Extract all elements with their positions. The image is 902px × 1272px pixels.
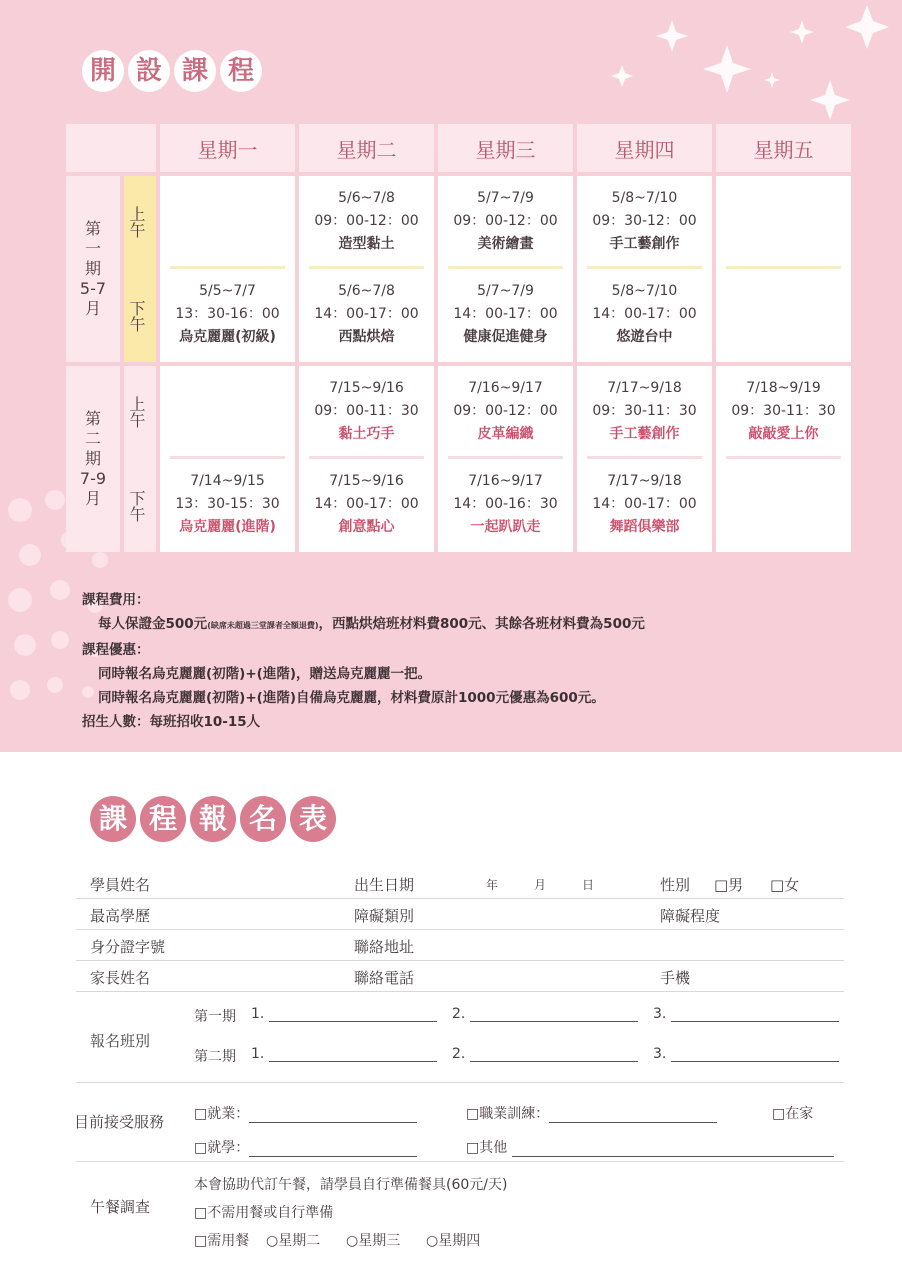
other-checkbox[interactable]: □其他 [466,1137,834,1157]
course-time: 14：00-17：00 [592,495,697,512]
course-date: 5/8~7/10 [611,282,678,299]
course-slot [438,459,573,549]
id-label: 身分證字號 [90,938,166,956]
course-date: 5/7~7/9 [477,189,534,206]
disability-type-label: 障礙類別 [354,907,415,925]
course-slot [160,366,295,456]
day-header: 星期二 [299,124,434,172]
course-time: 09：30-11：30 [731,402,836,419]
sparkle-decoration [572,0,902,130]
class-selection-block [76,992,844,1083]
class-label: 報名班別 [90,1032,151,1050]
title-char: 表 [290,796,336,842]
school-checkbox[interactable]: □就學： [194,1137,417,1157]
term1-choice-3[interactable]: 3. [653,1006,839,1022]
course-time: 13：30-16：00 [175,305,280,322]
course-slot [577,459,712,549]
section-title-courses [82,50,262,92]
lunch-tue-radio[interactable]: ○星期二 [266,1233,321,1249]
course-date: 5/5~7/7 [199,282,256,299]
term1-label: 第一期 [194,1009,236,1025]
course-date: 5/8~7/10 [611,189,678,206]
service-label: 目前接受服務 [74,1113,165,1131]
day-header: 星期一 [160,124,295,172]
course-date: 7/16~9/17 [468,379,543,396]
course-slot [160,176,295,266]
corner-cell [66,124,156,172]
day-header: 星期四 [577,124,712,172]
course-time: 09：00-12：00 [453,212,558,229]
course-time: 13：30-15：30 [175,495,280,512]
title-char: 課 [174,50,216,92]
period-label: 第 一 期 5-7 月 [66,176,120,362]
course-slot [438,269,573,359]
title-char: 課 [90,796,136,842]
month-label: 月 [534,878,547,892]
employ-checkbox[interactable]: □就業： [194,1103,417,1123]
disability-level-label: 障礙程度 [660,907,721,925]
title-char: 名 [240,796,286,842]
gender-label: 性別 [660,876,691,894]
schedule-cell [577,366,712,552]
course-time: 09：00-12：00 [453,402,558,419]
course-date: 7/17~9/18 [607,472,682,489]
phone-label: 聯絡電話 [354,969,415,987]
course-time: 14：00-17：00 [314,495,419,512]
course-name: 烏克麗麗(進階) [179,518,276,535]
course-slot [299,176,434,266]
course-name: 皮革編織 [477,425,534,442]
discount-title: 課程優惠： [82,642,150,658]
lunch-label: 午餐調查 [90,1198,151,1216]
course-name: 手工藝創作 [609,425,680,442]
lunch-wed-radio[interactable]: ○星期三 [346,1233,401,1249]
lunch-thu-radio[interactable]: ○星期四 [426,1233,481,1249]
female-checkbox[interactable]: □女 [770,876,800,894]
term2-label: 第二期 [194,1049,236,1065]
schedule-cell [299,176,434,362]
home-checkbox[interactable]: □在家 [772,1106,814,1122]
course-name: 敲敲愛上你 [748,425,819,442]
course-slot [577,366,712,456]
lunch-no-checkbox[interactable]: □不需用餐或自行準備 [194,1205,334,1221]
male-checkbox[interactable]: □男 [714,876,744,894]
schedule-cell [160,176,295,362]
course-time: 09：30-11：30 [592,402,697,419]
course-name: 創意點心 [338,518,395,535]
am-pm-label: 上午 下午 [124,176,156,362]
fee-text: 每人保證金500元(缺席未超過三堂課者全額退費)，西點烘焙班材料費800元、其餘各班材料費為500元 [98,616,645,632]
course-date: 5/6~7/8 [338,282,395,299]
course-slot [160,459,295,549]
course-name: 手工藝創作 [609,235,680,252]
title-char: 程 [220,50,262,92]
day-label: 日 [582,878,595,892]
course-name: 悠遊台中 [616,328,673,345]
course-date: 7/16~9/17 [468,472,543,489]
service-block [76,1083,844,1162]
education-label: 最高學歷 [90,907,151,925]
schedule-cell [577,176,712,362]
course-time: 14：00-17：00 [592,305,697,322]
discount-1: 同時報名烏克麗麗(初階)+(進階)，贈送烏克麗麗一把。 [98,666,431,682]
term2-choice-3[interactable]: 3. [653,1046,839,1062]
course-slot [299,366,434,456]
form-row [76,930,844,961]
course-slot [438,366,573,456]
mobile-label: 手機 [660,969,691,987]
title-char: 開 [82,50,124,92]
day-header: 星期五 [716,124,851,172]
course-slot [577,269,712,359]
day-header: 星期三 [438,124,573,172]
course-time: 14：00-17：00 [314,305,419,322]
discount-2: 同時報名烏克麗麗(初階)+(進階)自備烏克麗麗，材料費原計1000元優惠為600元。 [98,690,605,706]
term2-choice-1[interactable]: 1. [251,1046,437,1062]
course-date: 7/18~9/19 [746,379,821,396]
course-time: 09：00-12：00 [314,212,419,229]
schedule-cell [160,366,295,552]
course-slot [160,269,295,359]
course-slot [577,176,712,266]
title-char: 報 [190,796,236,842]
course-name: 健康促進健身 [463,328,548,345]
title-char: 設 [128,50,170,92]
training-checkbox[interactable]: □職業訓練： [466,1103,717,1123]
schedule-cell [716,176,851,362]
course-date: 7/14~9/15 [190,472,265,489]
course-slot [299,459,434,549]
course-date: 7/17~9/18 [607,379,682,396]
parent-label: 家長姓名 [90,969,151,987]
form-row [76,868,844,899]
course-date: 5/7~7/9 [477,282,534,299]
title-char: 程 [140,796,186,842]
course-name: 一起趴趴走 [470,518,541,535]
course-notes [82,588,645,734]
course-name: 美術繪畫 [477,235,534,252]
course-slot [716,269,851,359]
form-row [76,961,844,992]
course-date: 5/6~7/8 [338,189,395,206]
lunch-note: 本會協助代訂午餐，請學員自行準備餐具(60元/天) [194,1177,508,1193]
term2-choice-2[interactable]: 2. [452,1046,638,1062]
course-slot [299,269,434,359]
course-time: 09：30-12：00 [592,212,697,229]
section-title-registration [90,796,336,842]
course-slot [716,459,851,549]
lunch-block [76,1162,844,1262]
schedule-table [62,120,855,556]
form-row [76,899,844,930]
course-slot [716,176,851,266]
course-date: 7/15~9/16 [329,472,404,489]
term1-choice-1[interactable]: 1. [251,1006,437,1022]
schedule-cell [438,176,573,362]
address-label: 聯絡地址 [354,938,415,956]
am-pm-label: 上午 下午 [124,366,156,552]
course-time: 09：00-11：30 [314,402,419,419]
course-time: 14：00-17：00 [453,305,558,322]
enroll-count: 招生人數：每班招收10-15人 [82,714,261,730]
course-date: 7/15~9/16 [329,379,404,396]
lunch-yes-checkbox[interactable]: □需用餐 [194,1233,250,1249]
birth-label: 出生日期 [354,876,415,894]
schedule-cell [438,366,573,552]
name-label: 學員姓名 [90,876,151,894]
course-name: 黏土巧手 [338,425,395,442]
course-name: 烏克麗麗(初級) [179,328,276,345]
fee-title: 課程費用： [82,592,150,608]
period-label: 第 二 期 7-9 月 [66,366,120,552]
course-time: 14：00-16：30 [453,495,558,512]
year-label: 年 [486,878,499,892]
course-name: 舞蹈俱樂部 [609,518,680,535]
schedule-cell [299,366,434,552]
course-name: 造型黏土 [338,235,395,252]
course-name: 西點烘焙 [338,328,395,345]
term1-choice-2[interactable]: 2. [452,1006,638,1022]
schedule-cell [716,366,851,552]
course-slot [438,176,573,266]
registration-form [76,868,844,1262]
course-slot [716,366,851,456]
